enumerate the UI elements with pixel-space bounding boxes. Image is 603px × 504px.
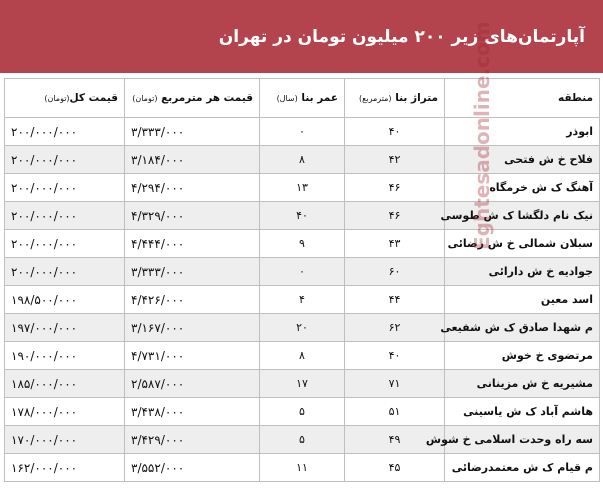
col-header-price-per-meter: قیمت هر مترمربع (تومان)	[125, 79, 260, 118]
col-header-age: عمر بنا (سال)	[260, 79, 345, 118]
cell-region: مرتضوی خ خوش	[445, 342, 600, 370]
cell-total-price: ۱۸۵/۰۰۰/۰۰۰	[5, 370, 125, 398]
cell-area: ۴۲	[345, 146, 445, 174]
col-header-total-price: قیمت کل(تومان)	[5, 79, 125, 118]
cell-age: ۰	[260, 118, 345, 146]
cell-price-per-meter: ۴/۴۴۴/۰۰۰	[125, 230, 260, 258]
cell-area: ۴۳	[345, 230, 445, 258]
table-row	[5, 370, 600, 398]
cell-region: هاشم آباد ک ش یاسینی	[445, 398, 600, 426]
cell-age: ۱۷	[260, 370, 345, 398]
cell-age: ۵	[260, 398, 345, 426]
cell-price-per-meter: ۳/۴۳۸/۰۰۰	[125, 398, 260, 426]
cell-total-price: ۲۰۰/۰۰۰/۰۰۰	[5, 174, 125, 202]
cell-age: ۴	[260, 286, 345, 314]
col-header-region: منطقه	[445, 79, 600, 118]
cell-area: ۴۴	[345, 286, 445, 314]
cell-total-price: ۱۹۰/۰۰۰/۰۰۰	[5, 342, 125, 370]
cell-total-price: ۲۰۰/۰۰۰/۰۰۰	[5, 146, 125, 174]
table-row	[5, 286, 600, 314]
cell-region: مشیریه خ ش مزینانی	[445, 370, 600, 398]
cell-age: ۴۰	[260, 202, 345, 230]
cell-region: سه راه وحدت اسلامی خ شوش	[445, 426, 600, 454]
cell-area: ۴۰	[345, 118, 445, 146]
cell-price-per-meter: ۳/۴۲۹/۰۰۰	[125, 426, 260, 454]
cell-total-price: ۱۷۰/۰۰۰/۰۰۰	[5, 426, 125, 454]
cell-area: ۴۵	[345, 454, 445, 482]
cell-total-price: ۱۷۸/۰۰۰/۰۰۰	[5, 398, 125, 426]
cell-price-per-meter: ۳/۵۵۲/۰۰۰	[125, 454, 260, 482]
cell-total-price: ۲۰۰/۰۰۰/۰۰۰	[5, 202, 125, 230]
table-row	[5, 174, 600, 202]
page-title: آپارتمان‌های زیر ۲۰۰ میلیون تومان در تهران	[218, 26, 585, 47]
cell-region: اسد معین	[445, 286, 600, 314]
cell-price-per-meter: ۳/۱۶۷/۰۰۰	[125, 314, 260, 342]
cell-age: ۸	[260, 342, 345, 370]
table-row	[5, 118, 600, 146]
watermark: Eghtesadonline.com	[470, 21, 494, 250]
cell-region: ابوذر	[445, 118, 600, 146]
cell-age: ۹	[260, 230, 345, 258]
cell-area: ۶۰	[345, 258, 445, 286]
table-row	[5, 258, 600, 286]
cell-area: ۴۰	[345, 342, 445, 370]
cell-area: ۴۶	[345, 174, 445, 202]
cell-total-price: ۱۹۸/۵۰۰/۰۰۰	[5, 286, 125, 314]
cell-total-price: ۱۹۷/۰۰۰/۰۰۰	[5, 314, 125, 342]
cell-region: آهنگ ک ش خرمگاه	[445, 174, 600, 202]
cell-age: ۱۳	[260, 174, 345, 202]
cell-region: نیک نام دلگشا ک ش طوسی	[445, 202, 600, 230]
title-bar	[0, 0, 603, 73]
table-row	[5, 202, 600, 230]
cell-price-per-meter: ۴/۲۹۴/۰۰۰	[125, 174, 260, 202]
cell-area: ۴۹	[345, 426, 445, 454]
cell-price-per-meter: ۳/۳۳۳/۰۰۰	[125, 118, 260, 146]
col-header-area: متراژ بنا (مترمربع)	[345, 79, 445, 118]
cell-age: ۲۰	[260, 314, 345, 342]
cell-price-per-meter: ۴/۴۲۶/۰۰۰	[125, 286, 260, 314]
apartments-table	[4, 78, 600, 482]
table-header-row	[5, 79, 600, 118]
cell-total-price: ۱۶۲/۰۰۰/۰۰۰	[5, 454, 125, 482]
cell-area: ۷۱	[345, 370, 445, 398]
cell-price-per-meter: ۴/۳۲۹/۰۰۰	[125, 202, 260, 230]
cell-area: ۴۶	[345, 202, 445, 230]
cell-total-price: ۲۰۰/۰۰۰/۰۰۰	[5, 258, 125, 286]
table-row	[5, 454, 600, 482]
cell-area: ۶۲	[345, 314, 445, 342]
cell-price-per-meter: ۳/۳۳۳/۰۰۰	[125, 258, 260, 286]
cell-age: ۵	[260, 426, 345, 454]
table-row	[5, 342, 600, 370]
table-row	[5, 314, 600, 342]
cell-age: ۸	[260, 146, 345, 174]
cell-area: ۵۱	[345, 398, 445, 426]
table-row	[5, 146, 600, 174]
cell-region: فلاح خ ش فتحی	[445, 146, 600, 174]
cell-price-per-meter: ۲/۵۸۷/۰۰۰	[125, 370, 260, 398]
cell-price-per-meter: ۳/۱۸۴/۰۰۰	[125, 146, 260, 174]
cell-total-price: ۲۰۰/۰۰۰/۰۰۰	[5, 118, 125, 146]
cell-price-per-meter: ۴/۷۳۱/۰۰۰	[125, 342, 260, 370]
cell-region: م شهدا صادق ک ش شفیعی	[445, 314, 600, 342]
cell-total-price: ۲۰۰/۰۰۰/۰۰۰	[5, 230, 125, 258]
cell-region: جوادیه خ ش دارائی	[445, 258, 600, 286]
cell-age: ۱۱	[260, 454, 345, 482]
cell-age: ۰	[260, 258, 345, 286]
cell-region: م قیام ک ش معتمدرضائی	[445, 454, 600, 482]
table-row	[5, 398, 600, 426]
table-row	[5, 426, 600, 454]
cell-region: سبلان شمالی خ ش رضائی	[445, 230, 600, 258]
table-row	[5, 230, 600, 258]
